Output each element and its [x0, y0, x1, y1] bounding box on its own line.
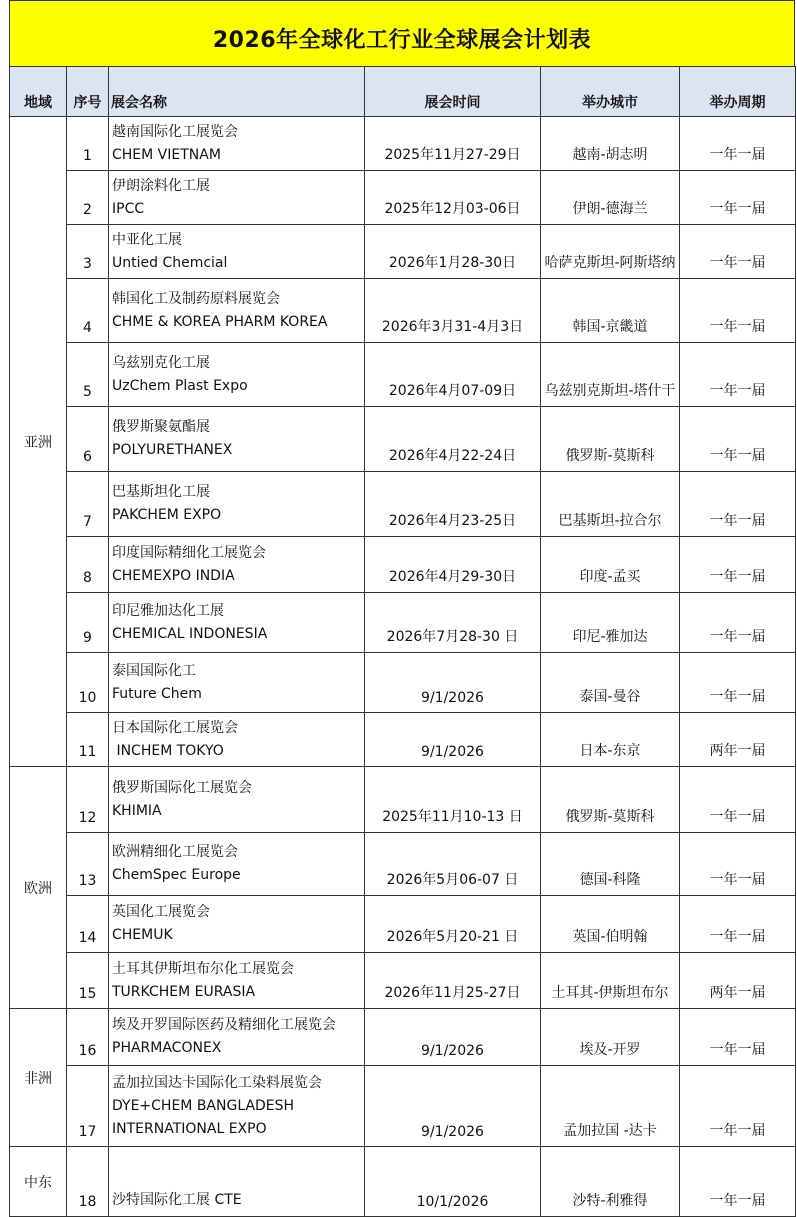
expo-name-cn: 英国化工展览会	[112, 904, 210, 920]
row-number: 7	[67, 472, 109, 537]
expo-cycle: 一年一届	[680, 593, 796, 653]
header-cycle: 举办周期	[680, 67, 796, 117]
exhibition-table	[9, 66, 796, 1217]
table-row	[10, 171, 796, 225]
header-index: 序号	[67, 67, 109, 117]
header-city: 举办城市	[541, 67, 680, 117]
table-row	[10, 896, 796, 953]
table-body	[10, 117, 796, 1217]
expo-name-en: DYE+CHEM BANGLADESH	[112, 1097, 295, 1114]
expo-name-cell	[109, 537, 365, 593]
expo-name-en: TURKCHEM EURASIA	[112, 983, 256, 1000]
expo-name-en: CHEMUK	[112, 927, 173, 943]
expo-name-en: CHEMEXPO INDIA	[112, 567, 235, 584]
expo-name-cn: 泰国国际化工	[112, 662, 196, 679]
expo-name-cell	[109, 1147, 365, 1217]
table-row	[10, 653, 796, 713]
table-row	[10, 833, 796, 896]
expo-name-cell	[109, 593, 365, 653]
expo-cycle: 一年一届	[680, 896, 796, 953]
expo-city: 伊朗-德海兰	[541, 171, 680, 225]
table-row	[10, 1066, 796, 1147]
expo-city: 俄罗斯-莫斯科	[541, 767, 680, 833]
expo-cycle: 一年一届	[680, 653, 796, 713]
expo-cycle: 一年一届	[680, 1147, 796, 1217]
page-title: 2026年全球化工行业全球展会计划表	[9, 0, 795, 66]
row-number: 11	[67, 713, 109, 767]
table-row	[10, 953, 796, 1009]
table-row	[10, 537, 796, 593]
expo-name-en: POLYURETHANEX	[112, 442, 233, 458]
header-row	[10, 67, 796, 117]
table-row	[10, 117, 796, 171]
expo-cycle: 一年一届	[680, 537, 796, 593]
expo-name-cell	[109, 472, 365, 537]
expo-date: 9/1/2026	[365, 653, 541, 713]
expo-name-en: CHEMICAL INDONESIA	[112, 625, 268, 642]
expo-name-cn: 沙特国际化工展 CTE	[112, 1192, 242, 1208]
expo-name-cn: 中亚化工展	[112, 231, 182, 248]
region-cell: 欧洲	[10, 767, 67, 1009]
expo-city: 哈萨克斯坦-阿斯塔纳	[541, 225, 680, 279]
expo-cycle: 一年一届	[680, 279, 796, 343]
expo-date: 2026年5月06-07 日	[365, 833, 541, 896]
expo-name-en: CHEM VIETNAM	[112, 146, 221, 163]
expo-date: 2026年7月28-30 日	[365, 593, 541, 653]
expo-date: 10/1/2026	[365, 1147, 541, 1217]
table-row	[10, 1147, 796, 1217]
row-number: 12	[67, 767, 109, 833]
region-cell: 亚洲	[10, 117, 67, 767]
expo-name-cell	[109, 117, 365, 171]
row-number: 4	[67, 279, 109, 343]
expo-date: 2025年11月10-13 日	[365, 767, 541, 833]
expo-name-cell	[109, 279, 365, 343]
table-row	[10, 713, 796, 767]
expo-date: 2026年3月31-4月3日	[365, 279, 541, 343]
expo-name-cell	[109, 833, 365, 896]
expo-cycle: 一年一届	[680, 407, 796, 472]
expo-name-cell	[109, 713, 365, 767]
expo-city: 俄罗斯-莫斯科	[541, 407, 680, 472]
table-row	[10, 472, 796, 537]
expo-cycle: 一年一届	[680, 225, 796, 279]
expo-name-en: Future Chem	[112, 685, 202, 702]
table-row	[10, 225, 796, 279]
expo-name-cell	[109, 1009, 365, 1066]
expo-name-cell	[109, 896, 365, 953]
expo-name-cell	[109, 171, 365, 225]
expo-cycle: 两年一届	[680, 953, 796, 1009]
row-number: 1	[67, 117, 109, 171]
expo-city: 乌兹别克斯坦-塔什干	[541, 343, 680, 407]
expo-name-cn: 欧洲精细化工展览会	[112, 844, 238, 860]
table-row	[10, 407, 796, 472]
row-number: 10	[67, 653, 109, 713]
expo-date: 2025年12月03-06日	[365, 171, 541, 225]
expo-city: 英国-伯明翰	[541, 896, 680, 953]
header-region: 地域	[10, 67, 67, 117]
header-name: 展会名称	[109, 67, 365, 117]
expo-city: 印尼-雅加达	[541, 593, 680, 653]
table-row	[10, 767, 796, 833]
row-number: 16	[67, 1009, 109, 1066]
expo-name-cell	[109, 953, 365, 1009]
expo-date: 2026年5月20-21 日	[365, 896, 541, 953]
expo-date: 9/1/2026	[365, 713, 541, 767]
row-number: 2	[67, 171, 109, 225]
expo-cycle: 一年一届	[680, 117, 796, 171]
row-number: 6	[67, 407, 109, 472]
expo-name-cn: 俄罗斯聚氨酯展	[112, 419, 210, 435]
expo-name-cn: 埃及开罗国际医药及精细化工展览会	[112, 1017, 336, 1033]
expo-cycle: 两年一届	[680, 713, 796, 767]
expo-city: 日本-东京	[541, 713, 680, 767]
expo-name-cn: 巴基斯坦化工展	[112, 484, 210, 500]
expo-city: 越南-胡志明	[541, 117, 680, 171]
expo-name-en: UzChem Plast Expo	[112, 377, 248, 394]
row-number: 14	[67, 896, 109, 953]
expo-name-cell	[109, 767, 365, 833]
region-cell: 中东	[10, 1147, 67, 1217]
expo-cycle: 一年一届	[680, 343, 796, 407]
table-row	[10, 593, 796, 653]
expo-name-en: KHIMIA	[112, 802, 162, 819]
expo-date: 2026年4月23-25日	[365, 472, 541, 537]
expo-name-en: ChemSpec Europe	[112, 867, 241, 883]
expo-date: 2026年11月25-27日	[365, 953, 541, 1009]
expo-name-cn: 印度国际精细化工展览会	[112, 544, 266, 561]
expo-cycle: 一年一届	[680, 1009, 796, 1066]
expo-name-cn: 日本国际化工展览会	[112, 719, 238, 736]
row-number: 13	[67, 833, 109, 896]
expo-city: 沙特-利雅得	[541, 1147, 680, 1217]
expo-name-en: Untied Chemcial	[112, 254, 228, 271]
expo-date: 2026年4月29-30日	[365, 537, 541, 593]
expo-name-en: PHARMACONEX	[112, 1040, 222, 1056]
expo-city: 孟加拉国 -达卡	[541, 1066, 680, 1147]
expo-name-cell	[109, 225, 365, 279]
expo-name-cell	[109, 1066, 365, 1147]
expo-name-en: IPCC	[112, 200, 145, 217]
expo-city: 印度-孟买	[541, 537, 680, 593]
expo-name-cn: 越南国际化工展览会	[112, 123, 238, 140]
expo-city: 德国-科隆	[541, 833, 680, 896]
expo-name-cn: 伊朗涂料化工展	[112, 177, 210, 194]
expo-name-en: PAKCHEM EXPO	[112, 507, 222, 523]
expo-name-cell	[109, 343, 365, 407]
expo-cycle: 一年一届	[680, 833, 796, 896]
expo-date: 2026年4月07-09日	[365, 343, 541, 407]
table-row	[10, 279, 796, 343]
region-cell: 非洲	[10, 1009, 67, 1147]
expo-date: 2026年4月22-24日	[365, 407, 541, 472]
expo-city: 泰国-曼谷	[541, 653, 680, 713]
expo-name-en: INTERNATIONAL EXPO	[112, 1120, 267, 1137]
expo-city: 巴基斯坦-拉合尔	[541, 472, 680, 537]
expo-name-cn: 乌兹别克化工展	[112, 354, 210, 371]
row-number: 5	[67, 343, 109, 407]
expo-name-en: CHME & KOREA PHARM KOREA	[112, 313, 328, 330]
expo-name-cn: 土耳其伊斯坦布尔化工展览会	[112, 960, 294, 977]
row-number: 8	[67, 537, 109, 593]
expo-cycle: 一年一届	[680, 767, 796, 833]
expo-name-cn: 孟加拉国达卡国际化工染料展览会	[112, 1074, 322, 1091]
row-number: 9	[67, 593, 109, 653]
row-number: 3	[67, 225, 109, 279]
expo-name-cell	[109, 653, 365, 713]
expo-name-cn: 俄罗斯国际化工展览会	[112, 779, 252, 796]
expo-date: 9/1/2026	[365, 1066, 541, 1147]
table-row	[10, 343, 796, 407]
expo-name-cn: 印尼雅加达化工展	[112, 602, 224, 619]
expo-cycle: 一年一届	[680, 171, 796, 225]
expo-city: 土耳其-伊斯坦布尔	[541, 953, 680, 1009]
expo-cycle: 一年一届	[680, 1066, 796, 1147]
row-number: 18	[67, 1147, 109, 1217]
expo-cycle: 一年一届	[680, 472, 796, 537]
expo-name-en: INCHEM TOKYO	[112, 742, 224, 759]
expo-name-cn: 韩国化工及制药原料展览会	[112, 290, 280, 307]
row-number: 15	[67, 953, 109, 1009]
expo-date: 9/1/2026	[365, 1009, 541, 1066]
expo-name-cell	[109, 407, 365, 472]
expo-date: 2026年1月28-30日	[365, 225, 541, 279]
table-row	[10, 1009, 796, 1066]
header-date: 展会时间	[365, 67, 541, 117]
expo-date: 2025年11月27-29日	[365, 117, 541, 171]
expo-city: 韩国-京畿道	[541, 279, 680, 343]
row-number: 17	[67, 1066, 109, 1147]
expo-city: 埃及-开罗	[541, 1009, 680, 1066]
